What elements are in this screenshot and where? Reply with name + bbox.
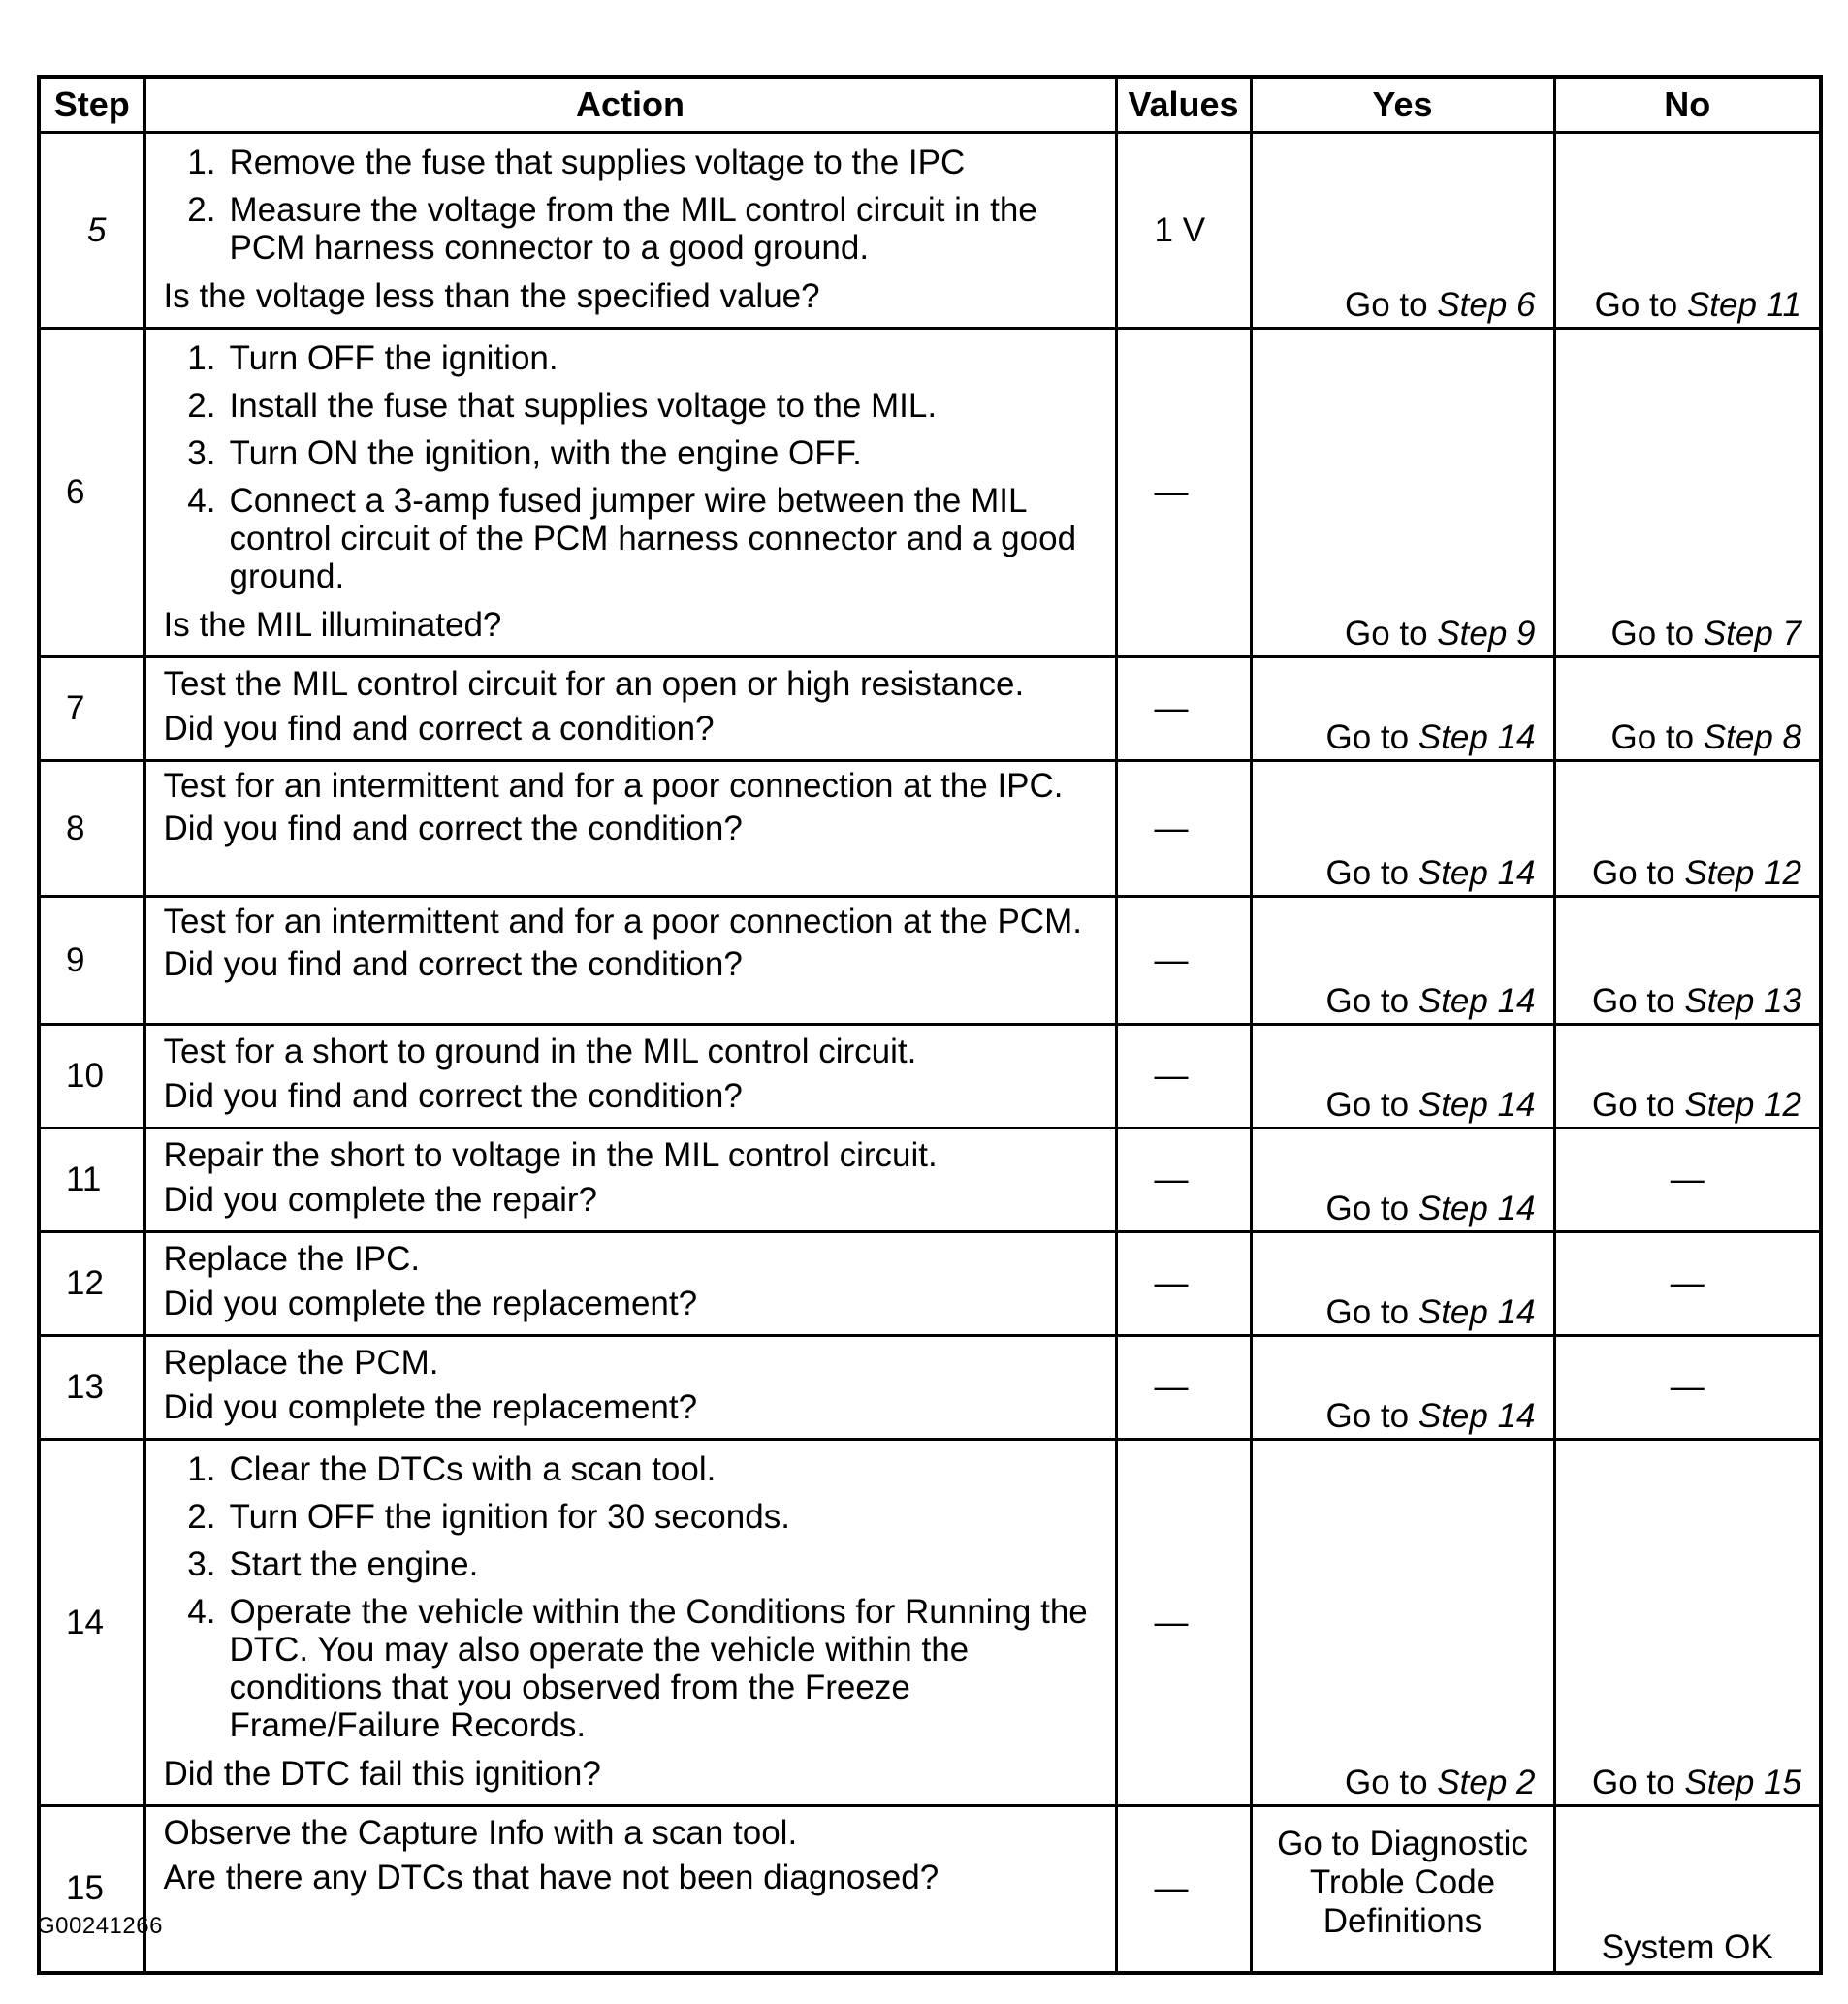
action-cell [144, 1440, 1116, 1806]
action-question: Did you find and correct the condition? [163, 1077, 743, 1115]
action-question: Is the voltage less than the specified value? [163, 277, 820, 315]
action-line: Test for an intermittent and for a poor connection at the IPC. [163, 767, 1064, 805]
step-number: 9 [39, 897, 144, 1025]
action-list [164, 339, 1105, 595]
yes-step-link: Step 14 [1418, 982, 1536, 1020]
figure-id: G00241266 [37, 1913, 163, 1939]
yes-step-link: Step 14 [1418, 1190, 1536, 1227]
yes-step-link: Step 14 [1418, 854, 1536, 892]
diagnostic-table [37, 75, 1823, 1975]
action-question: Did you find and correct the condition? [163, 945, 743, 983]
no-prefix: Go to [1592, 854, 1685, 892]
no-cell: — [1554, 1336, 1821, 1440]
action-question: Did you find and correct a condition? [163, 710, 715, 748]
table-row [39, 133, 1821, 329]
item-number: 2. [187, 1498, 216, 1536]
action-item [164, 387, 1105, 425]
no-step-link: Step 11 [1686, 286, 1801, 324]
item-number: 3. [187, 434, 216, 472]
header-action: Action [144, 77, 1116, 133]
yes-cell [1251, 133, 1554, 329]
yes-cell [1251, 1440, 1554, 1806]
yes-cell [1251, 1129, 1554, 1232]
yes-prefix: Go to [1325, 1293, 1418, 1331]
no-step-link: Step 13 [1684, 982, 1801, 1020]
item-text: Install the fuse that supplies voltage to the MIL. [229, 387, 938, 425]
action-cell [144, 1025, 1116, 1129]
action-cell [144, 1129, 1116, 1232]
yes-prefix: Go to [1344, 1764, 1438, 1801]
action-question: Did you complete the replacement? [163, 1285, 698, 1322]
no-prefix: Go to [1592, 982, 1685, 1020]
step-number: 7 [39, 657, 144, 761]
no-cell: — [1554, 1232, 1821, 1336]
no-step-link: Step 7 [1703, 615, 1801, 652]
action-question: Did you complete the repair? [163, 1181, 597, 1219]
no-step-link: Step 12 [1684, 1086, 1801, 1124]
action-question: Is the MIL illuminated? [163, 606, 502, 644]
value-cell: — [1116, 1336, 1251, 1440]
item-text: Operate the vehicle within the Conditions for Running the DTC. You may also operate the vehicle within the conditions that you observed from the Freeze Frame/Failure Records. [229, 1593, 1088, 1744]
item-number: 1. [187, 339, 216, 377]
value-cell: — [1116, 1806, 1251, 1973]
no-cell [1554, 657, 1821, 761]
value-cell: — [1116, 761, 1251, 897]
header-step: Step [39, 77, 144, 133]
no-cell [1554, 897, 1821, 1025]
yes-step-link: Step 2 [1437, 1764, 1536, 1801]
item-text: Connect a 3-amp fused jumper wire between the MIL control circuit of the PCM harness connector and a good ground. [229, 482, 1077, 595]
yes-step-link: Step 6 [1437, 286, 1536, 324]
no-step-link: Step 15 [1684, 1764, 1801, 1801]
step-number: 13 [39, 1336, 144, 1440]
header-yes: Yes [1251, 77, 1554, 133]
action-line: Test for an intermittent and for a poor connection at the PCM. [163, 903, 1082, 940]
no-cell: System OK [1554, 1806, 1821, 1973]
yes-prefix: Go to [1325, 854, 1418, 892]
step-number: 6 [39, 329, 144, 657]
value-cell: — [1116, 1129, 1251, 1232]
no-cell [1554, 1440, 1821, 1806]
yes-step-link: Step 14 [1418, 1086, 1536, 1124]
action-question: Did you find and correct the condition? [163, 810, 743, 847]
no-cell: — [1554, 1129, 1821, 1232]
item-number: 1. [187, 143, 216, 181]
action-cell [144, 761, 1116, 897]
action-cell [144, 1336, 1116, 1440]
value-cell: — [1116, 1232, 1251, 1336]
yes-cell [1251, 657, 1554, 761]
header-row [39, 77, 1821, 133]
item-text: Remove the fuse that supplies voltage to the IPC [229, 143, 966, 181]
no-cell [1554, 329, 1821, 657]
yes-prefix: Go to [1344, 615, 1438, 652]
action-item [164, 1498, 1105, 1536]
no-step-link: Step 8 [1703, 718, 1801, 756]
step-number: 14 [39, 1440, 144, 1806]
yes-step-link: Step 9 [1437, 615, 1536, 652]
action-item [164, 143, 1105, 181]
item-number: 2. [187, 191, 216, 229]
yes-prefix: Go to [1344, 286, 1438, 324]
action-item [164, 191, 1105, 267]
action-question: Are there any DTCs that have not been diagnosed? [163, 1859, 940, 1896]
value-cell: — [1116, 897, 1251, 1025]
step-number: 10 [39, 1025, 144, 1129]
action-list [164, 143, 1105, 267]
item-number: 3. [187, 1545, 216, 1583]
table-row [39, 1806, 1821, 1973]
action-cell [144, 1806, 1116, 1973]
yes-prefix: Go to [1325, 718, 1418, 756]
yes-step-link: Step 14 [1418, 718, 1536, 756]
table-row [39, 897, 1821, 1025]
yes-cell [1251, 897, 1554, 1025]
table-row [39, 1336, 1821, 1440]
item-text: Turn OFF the ignition. [229, 339, 558, 377]
no-cell [1554, 133, 1821, 329]
table-row [39, 1440, 1821, 1806]
yes-cell [1251, 1232, 1554, 1336]
action-cell [144, 1232, 1116, 1336]
item-number: 1. [187, 1450, 216, 1488]
yes-prefix: Go to [1325, 1190, 1418, 1227]
no-prefix: Go to [1610, 718, 1704, 756]
item-text: Turn ON the ignition, with the engine OFF. [229, 434, 862, 472]
item-text: Measure the voltage from the MIL control circuit in the PCM harness connector to a good ground. [229, 191, 1037, 267]
step-number: 8 [39, 761, 144, 897]
table-row [39, 329, 1821, 657]
item-text: Start the engine. [229, 1545, 479, 1583]
action-cell [144, 133, 1116, 329]
table-row [39, 761, 1821, 897]
yes-cell [1251, 761, 1554, 897]
action-item [164, 434, 1105, 472]
no-prefix: Go to [1610, 615, 1704, 652]
value-cell: — [1116, 1025, 1251, 1129]
no-prefix: Go to [1592, 1086, 1685, 1124]
action-line: Replace the IPC. [163, 1240, 421, 1278]
action-item [164, 1545, 1105, 1583]
value-cell: — [1116, 1440, 1251, 1806]
step-number: 12 [39, 1232, 144, 1336]
item-text: Clear the DTCs with a scan tool. [229, 1450, 717, 1488]
table-row [39, 657, 1821, 761]
action-item [164, 1593, 1105, 1744]
action-line: Replace the PCM. [163, 1344, 439, 1382]
header-values: Values [1116, 77, 1251, 133]
yes-prefix: Go to [1325, 1086, 1418, 1124]
action-list [164, 1450, 1105, 1744]
action-item [164, 1450, 1105, 1488]
yes-step-link: Step 14 [1418, 1397, 1536, 1435]
action-question: Did the DTC fail this ignition? [163, 1755, 601, 1793]
table-row [39, 1232, 1821, 1336]
action-cell [144, 329, 1116, 657]
value-cell: 1 V [1116, 133, 1251, 329]
no-step-link: Step 12 [1684, 854, 1801, 892]
step-number: 5 [39, 133, 144, 329]
yes-prefix: Go to [1325, 982, 1418, 1020]
yes-prefix: Go to [1325, 1397, 1418, 1435]
action-item [164, 339, 1105, 377]
value-cell: — [1116, 329, 1251, 657]
step-number: 11 [39, 1129, 144, 1232]
action-line: Observe the Capture Info with a scan tool. [163, 1814, 798, 1852]
action-question: Did you complete the replacement? [163, 1388, 698, 1426]
item-text: Turn OFF the ignition for 30 seconds. [229, 1498, 790, 1536]
table-row [39, 1025, 1821, 1129]
yes-cell: Go to Diagnostic Troble Code Definitions [1251, 1806, 1554, 1973]
no-cell [1554, 1025, 1821, 1129]
action-line: Test for a short to ground in the MIL control circuit. [163, 1033, 917, 1070]
item-number: 4. [187, 1593, 216, 1631]
no-prefix: Go to [1592, 1764, 1685, 1801]
yes-step-link: Step 14 [1418, 1293, 1536, 1331]
value-cell: — [1116, 657, 1251, 761]
no-prefix: Go to [1594, 286, 1687, 324]
yes-cell [1251, 1025, 1554, 1129]
step-number: 15 [39, 1806, 144, 1973]
item-number: 4. [187, 482, 216, 520]
header-no: No [1554, 77, 1821, 133]
table-row [39, 1129, 1821, 1232]
action-item [164, 482, 1105, 595]
action-line: Repair the short to voltage in the MIL control circuit. [163, 1136, 938, 1174]
item-number: 2. [187, 387, 216, 425]
action-cell [144, 897, 1116, 1025]
yes-cell [1251, 329, 1554, 657]
action-line: Test the MIL control circuit for an open or high resistance. [163, 665, 1025, 703]
action-cell [144, 657, 1116, 761]
yes-cell [1251, 1336, 1554, 1440]
no-cell [1554, 761, 1821, 897]
